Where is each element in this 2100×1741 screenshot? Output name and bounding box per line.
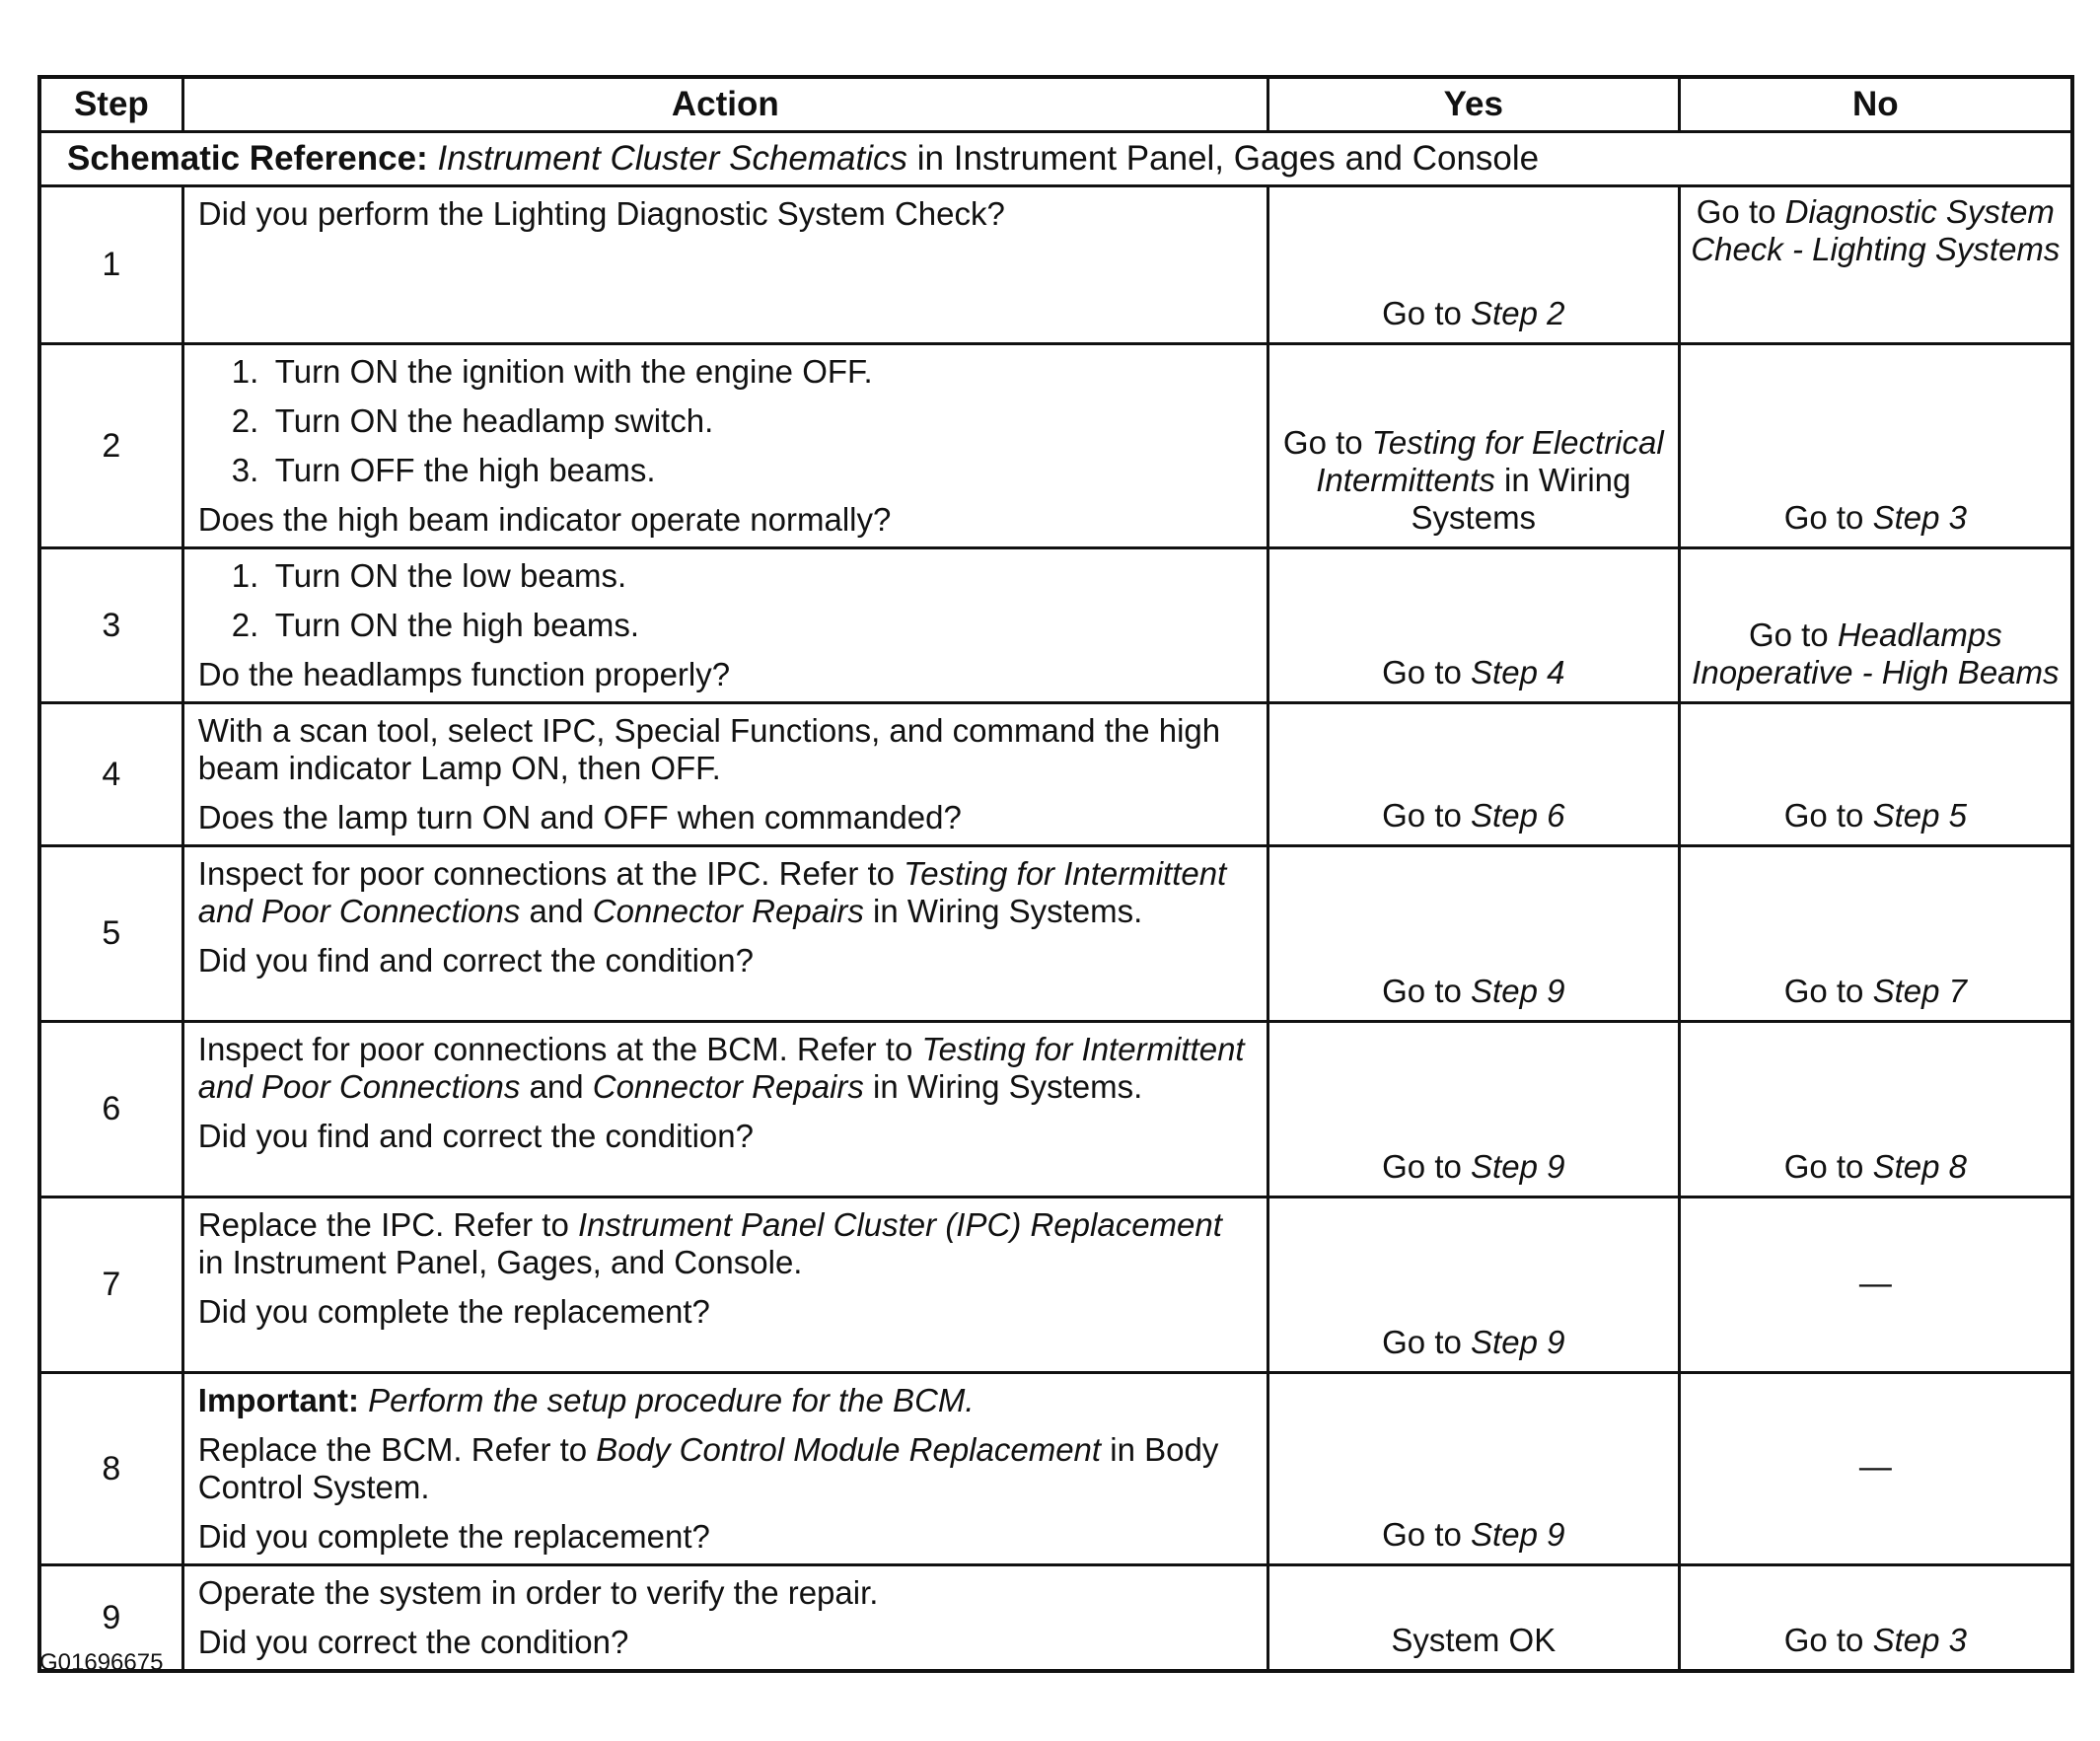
yes-cell: Go to Step 9: [1267, 846, 1679, 1022]
yes-cell: Go to Step 9: [1267, 1022, 1679, 1197]
action-list: [198, 557, 1249, 644]
table-row: [39, 1022, 2072, 1197]
action-cell: [182, 846, 1267, 1022]
figure-id: G01696675: [39, 1649, 164, 1676]
header-yes: Yes: [1267, 77, 1679, 132]
action-cell: [182, 1565, 1267, 1672]
no-cell: Go to Step 7: [1679, 846, 2072, 1022]
step-number: 1: [39, 186, 182, 344]
table-row: [39, 1373, 2072, 1565]
table-row: [39, 344, 2072, 548]
no-cell: —: [1679, 1373, 2072, 1565]
step-number: 8: [39, 1373, 182, 1565]
table-row: [39, 548, 2072, 703]
header-row: [39, 77, 2072, 132]
step-number: 6: [39, 1022, 182, 1197]
step-number: 4: [39, 703, 182, 846]
no-cell: Go to Step 3: [1679, 1565, 2072, 1672]
header-no: No: [1679, 77, 2072, 132]
table-row: [39, 1565, 2072, 1672]
schematic-reference: [39, 132, 2072, 186]
step-number: 2: [39, 344, 182, 548]
table-row: [39, 703, 2072, 846]
step-number: 3: [39, 548, 182, 703]
question: Did you find and correct the condition?: [197, 942, 754, 979]
no-cell: Go to Step 5: [1679, 703, 2072, 846]
step-number: 7: [39, 1197, 182, 1373]
action-text: Replace the IPC. Refer to Instrument Panel Cluster (IPC) Replacement in Instrument Panel, Gages, and Console.: [197, 1206, 1222, 1280]
yes-cell: Go to Step 9: [1267, 1373, 1679, 1565]
question: Did you find and correct the condition?: [197, 1118, 754, 1154]
action-cell: [182, 1197, 1267, 1373]
question: Did you perform the Lighting Diagnostic System Check?: [197, 195, 1005, 232]
action-cell: [182, 703, 1267, 846]
important-note: Important: Perform the setup procedure for the BCM.: [197, 1382, 975, 1418]
list-item: 2. Turn ON the headlamp switch.: [231, 402, 714, 439]
question: Do the headlamps function properly?: [197, 656, 731, 692]
no-cell: —: [1679, 1197, 2072, 1373]
yes-cell: System OK: [1267, 1565, 1679, 1672]
yes-cell: Go to Step 4: [1267, 548, 1679, 703]
question: Did you complete the replacement?: [197, 1518, 710, 1555]
step-number: 5: [39, 846, 182, 1022]
action-list: [198, 353, 1249, 489]
question: Does the high beam indicator operate normally?: [197, 501, 892, 538]
list-item: 3. Turn OFF the high beams.: [231, 452, 656, 488]
question: Did you correct the condition?: [197, 1624, 629, 1660]
yes-cell: Go to Testing for Electrical Intermittents in Wiring Systems: [1267, 344, 1679, 548]
schematic-label: Schematic Reference:: [67, 139, 428, 178]
schematic-ref: Instrument Cluster Schematics: [437, 139, 908, 178]
action-text: With a scan tool, select IPC, Special Functions, and command the high beam indicator Lamp ON, then OFF.: [197, 712, 1221, 786]
no-cell: Go to Step 3: [1679, 344, 2072, 548]
action-cell: [182, 1373, 1267, 1565]
question: Does the lamp turn ON and OFF when commanded?: [197, 799, 962, 835]
table-row: [39, 846, 2072, 1022]
yes-cell: Go to Step 2: [1267, 186, 1679, 344]
header-step: Step: [39, 77, 182, 132]
header-action: Action: [182, 77, 1267, 132]
action-text: Operate the system in order to verify the repair.: [197, 1574, 879, 1611]
action-cell: [182, 186, 1267, 344]
action-text: Inspect for poor connections at the IPC. Refer to Testing for Intermittent and Poor Connections and Connector Repairs in Wiring Systems.: [197, 855, 1227, 929]
action-text: Replace the BCM. Refer to Body Control Module Replacement in Body Control System.: [197, 1431, 1219, 1505]
no-cell: Go to Headlamps Inoperative - High Beams: [1679, 548, 2072, 703]
diagnostic-table: [37, 75, 2074, 1673]
schematic-row: [39, 132, 2072, 186]
yes-cell: Go to Step 6: [1267, 703, 1679, 846]
table-row: [39, 1197, 2072, 1373]
question: Did you complete the replacement?: [197, 1293, 710, 1330]
no-cell: Go to Step 8: [1679, 1022, 2072, 1197]
table-row: [39, 186, 2072, 344]
yes-cell: Go to Step 9: [1267, 1197, 1679, 1373]
schematic-rest: in Instrument Panel, Gages and Console: [907, 139, 1540, 178]
list-item: 2. Turn ON the high beams.: [231, 607, 640, 643]
list-item: 1. Turn ON the low beams.: [231, 557, 627, 594]
no-cell: Go to Diagnostic System Check - Lighting Systems: [1679, 186, 2072, 344]
step-number: 9: [39, 1565, 182, 1672]
action-cell: [182, 1022, 1267, 1197]
action-text: Inspect for poor connections at the BCM. Refer to Testing for Intermittent and Poor Connections and Connector Repairs in Wiring Systems.: [197, 1031, 1245, 1105]
action-cell: [182, 344, 1267, 548]
list-item: 1. Turn ON the ignition with the engine OFF.: [231, 353, 873, 390]
action-cell: [182, 548, 1267, 703]
